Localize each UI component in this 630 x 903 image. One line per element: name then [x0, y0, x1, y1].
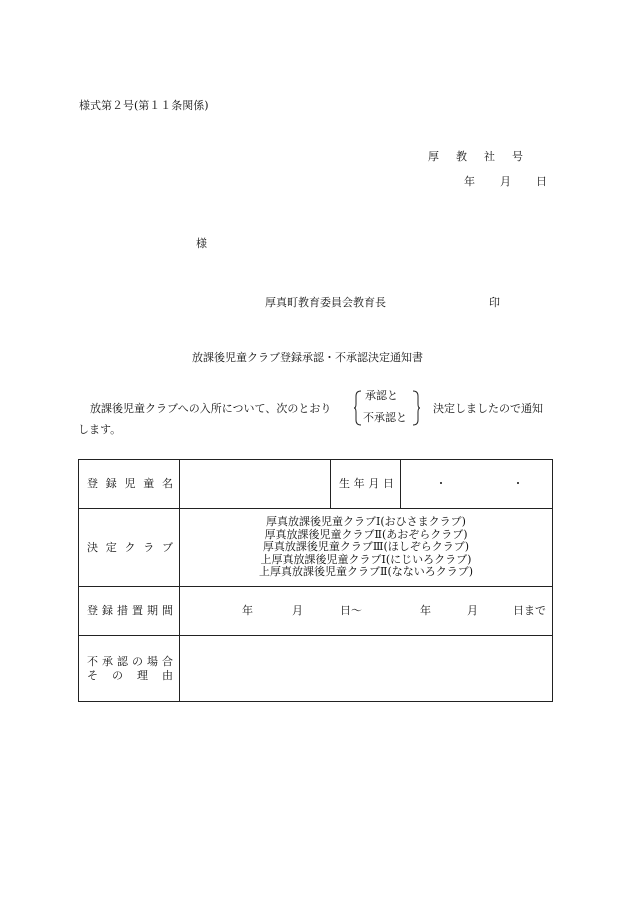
reason-label-line1: 不承認の場合 [87, 654, 173, 668]
child-name-value [180, 460, 331, 509]
period-label: 登録措置期間 [79, 587, 180, 636]
birthdate-value: ・ ・ [401, 460, 553, 509]
period-month1: 月 [292, 604, 303, 617]
child-name-label: 登録児童名 [79, 460, 180, 509]
period-month2: 月 [467, 604, 478, 617]
document-title: 放課後児童クラブ登録承認・不承認決定通知書 [192, 351, 423, 364]
period-year1: 年 [242, 604, 253, 617]
body-line1-prefix: 放課後児童クラブへの入所について、次のとおり [90, 402, 332, 415]
period-year2: 年 [420, 604, 431, 617]
table-row [79, 509, 553, 587]
club-list [180, 509, 553, 587]
club-item: 厚真放課後児童クラブⅡ(あおぞらクラブ) [264, 527, 468, 541]
birthdate-label: 生年月日 [331, 460, 401, 509]
reason-value [180, 636, 553, 702]
document-number: 厚 教 社 号 [428, 150, 526, 163]
table-row [79, 636, 553, 702]
club-item: 厚真放課後児童クラブⅠ(おひさまクラブ) [266, 515, 466, 529]
date-line: 年 月 日 [464, 175, 554, 188]
seal-mark: 印 [489, 296, 500, 309]
club-item: 厚真放課後児童クラブⅢ(ほしぞらクラブ) [262, 540, 470, 554]
period-day1: 日～ [340, 604, 362, 617]
table-row [79, 460, 553, 509]
registration-table [78, 459, 553, 702]
period-day2: 日まで [513, 604, 546, 617]
club-label: 決定クラブ [79, 509, 180, 587]
issuer-name: 厚真町教育委員会教育長 [265, 296, 386, 309]
reason-label-line2: その理由 [87, 668, 173, 682]
option-disapprove: 不承認と [363, 411, 407, 424]
body-line2: します。 [78, 423, 122, 436]
option-approve: 承認と [365, 389, 398, 402]
body-line1-suffix: 決定しましたので通知 [433, 402, 543, 415]
form-number: 様式第２号(第１１条関係) [79, 99, 209, 112]
addressee-suffix: 様 [196, 237, 207, 250]
club-item: 上厚真放課後児童クラブⅡ(なないろクラブ) [258, 565, 474, 579]
club-item: 上厚真放課後児童クラブⅠ(にじいろクラブ) [260, 552, 472, 566]
period-value [180, 587, 553, 636]
reason-label [79, 636, 180, 702]
table-row [79, 587, 553, 636]
